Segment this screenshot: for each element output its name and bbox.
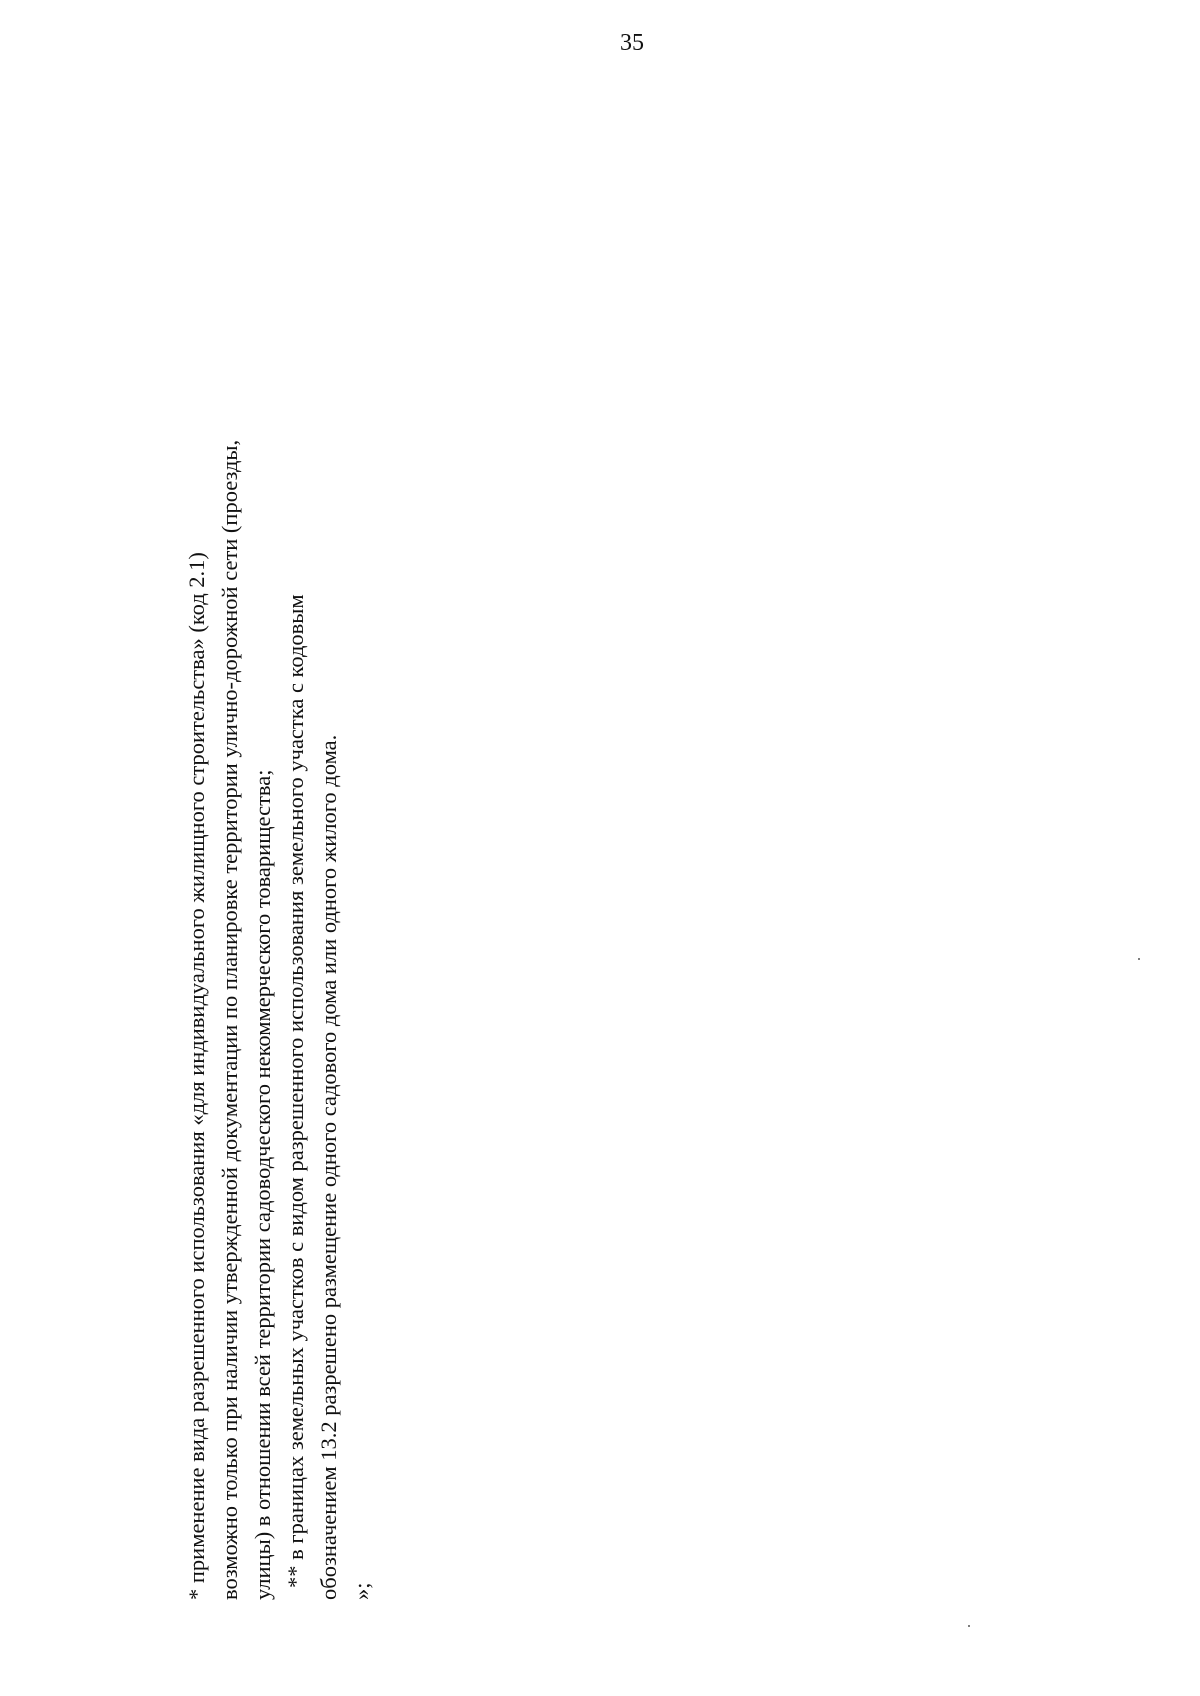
page-number: 35 [620,30,644,56]
footnotes-block [180,110,378,1600]
footnote-2-line-1: ** в границах земельных участков с видом разрешенного использования земельного участка с кодовым [283,594,308,1588]
scan-speck [968,1625,970,1627]
closing-quote: »; [349,1582,374,1600]
footnote-1-line-1: * применение вида разрешенного использования «для индивидуального жилищного строительства» (код 2.1) [184,552,209,1600]
footnote-1-line-3: улицы) в отношении всей территории садоводческого некоммерческого товарищества; [250,769,275,1600]
scan-speck [1138,958,1140,960]
footnote-2-line-2: обозначением 13.2 разрешено размещение одного садового дома или одного жилого дома. [316,734,341,1600]
footnote-1-line-2: возможно только при наличии утвержденной документации по планировке территории улично-дорожной сети (проезды, [217,439,242,1600]
